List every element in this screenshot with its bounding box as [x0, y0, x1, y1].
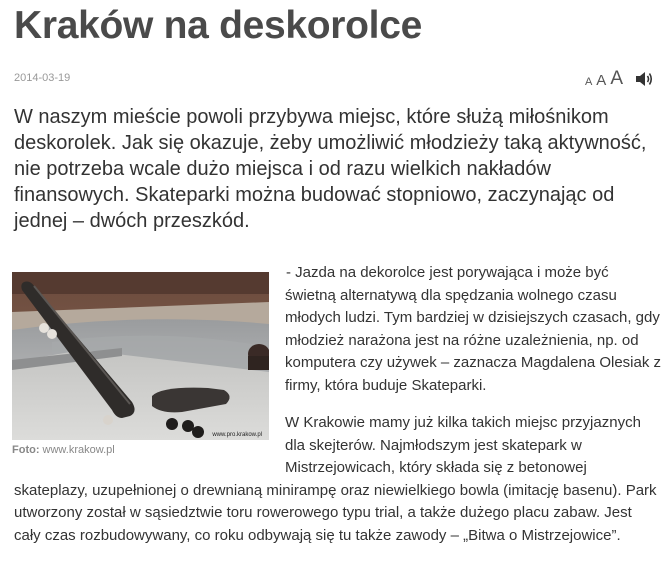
article-title: Kraków na deskorolce	[14, 4, 422, 47]
font-size-medium-button[interactable]: A	[596, 72, 607, 89]
article-meta	[14, 66, 654, 88]
article-paragraph: W Krakowie mamy już kilka takich miejsc przyjaznych dla skejterów. Najmłodszym jest skatepark w Mistrzejowicach, który składa się z betonowej skateplazy, uzupełnionej o drewnianą minirampę oraz niewielkiego bowla (imitację basenu). Park utworzony został w sąsiedztwie toru rowerowego typu trial, a także dużego placu zabaw. Jest cały czas rozbudowywany, co roku odbywają się tu także zawody – „Bitwa o Mistrzejowice”.	[14, 414, 657, 544]
font-size-tools	[585, 66, 654, 88]
article-paragraph: - Jazda na dekorolce jest porywająca i może być świetną alternatywą dla spędzania wolnego czasu młodych ludzi. Tym bardziej w dzisiejszych czasach, gdy młodzież narażona jest na różne uzależnienia, np. od komputera czy używek – zaznacza Magdalena Olesiak z firmy, która buduje Skateparki.	[285, 264, 662, 394]
font-size-small-button[interactable]: A	[584, 76, 593, 88]
photo-caption-source: www.krakow.pl	[42, 444, 115, 456]
speaker-icon[interactable]	[634, 70, 654, 88]
photo-watermark: www.pro.krakow.pl	[212, 432, 262, 438]
article-body	[14, 262, 662, 547]
photo-caption-label: Foto:	[12, 444, 40, 456]
font-size-large-button[interactable]: A	[610, 68, 623, 89]
article-date: 2014-03-19	[14, 72, 71, 84]
article-lead: W naszym mieście powoli przybywa miejsc, które służą miłośnikom deskorolek. Jak się okazuje, żeby umożliwić młodzieży taką aktywność, nie potrzeba wcale dużo miejsca i od razu wielkich nakładów finansowych. Skateparki można budować stopniowo, zaczynając od jednej – dwóch przeszkód.	[14, 106, 647, 232]
